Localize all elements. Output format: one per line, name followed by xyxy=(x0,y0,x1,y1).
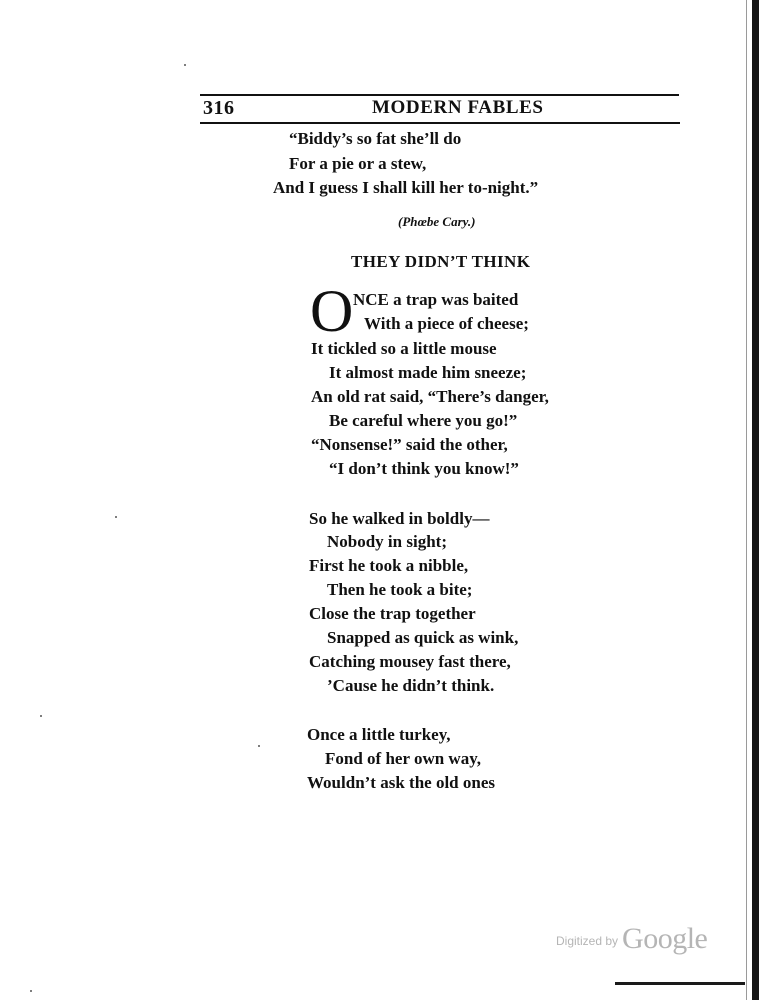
scan-edge-border xyxy=(752,0,759,1000)
google-watermark xyxy=(556,922,707,956)
poem-line: NCE a trap was baited xyxy=(353,290,519,309)
poem-line: Catching mousey fast there, xyxy=(309,652,511,671)
previous-poem-line: “Biddy’s so fat she’ll do xyxy=(289,129,462,148)
scan-speck xyxy=(184,64,186,66)
poem-line: ’Cause he didn’t think. xyxy=(327,676,495,695)
poem-line: Snapped as quick as wink, xyxy=(327,628,519,647)
header-rule-top xyxy=(200,94,679,96)
poem-line: Then he took a bite; xyxy=(327,580,473,599)
footer-scan-line xyxy=(615,982,745,985)
drop-cap: O xyxy=(310,278,354,344)
poem-title: THEY DIDN’T THINK xyxy=(351,252,531,271)
poem-line: So he walked in boldly— xyxy=(309,509,490,528)
poem-line: First he took a nibble, xyxy=(309,556,469,575)
poem-line: An old rat said, “There’s danger, xyxy=(311,387,549,406)
previous-poem-line: And I guess I shall kill her to-night.” xyxy=(273,178,539,197)
poem-line: Fond of her own way, xyxy=(325,749,482,768)
poem-line: It tickled so a little mouse xyxy=(311,339,497,358)
poem-attribution: (Phœbe Cary.) xyxy=(398,214,476,229)
poem-line: Close the trap together xyxy=(309,604,476,623)
poem-line: “Nonsense!” said the other, xyxy=(311,435,508,454)
previous-poem-line: For a pie or a stew, xyxy=(289,154,427,173)
scan-speck xyxy=(258,745,260,747)
poem-line: Once a little turkey, xyxy=(307,725,451,744)
google-logo: Google xyxy=(622,922,708,955)
poem-line: “I don’t think you know!” xyxy=(329,459,519,478)
poem-line: Nobody in sight; xyxy=(327,532,447,551)
scan-speck xyxy=(40,715,42,717)
watermark-prefix: Digitized by xyxy=(556,934,619,948)
scan-speck xyxy=(30,990,32,992)
poem-line: It almost made him sneeze; xyxy=(329,363,527,382)
poem-line: Wouldn’t ask the old ones xyxy=(307,773,495,792)
header-rule-bottom xyxy=(200,122,680,124)
scan-edge-line xyxy=(746,0,747,1000)
poem-line: Be careful where you go!” xyxy=(329,411,518,430)
scan-speck xyxy=(115,516,117,518)
poem-line: With a piece of cheese; xyxy=(364,314,529,333)
running-head: MODERN FABLES xyxy=(372,97,544,118)
page-number: 316 xyxy=(203,97,235,119)
